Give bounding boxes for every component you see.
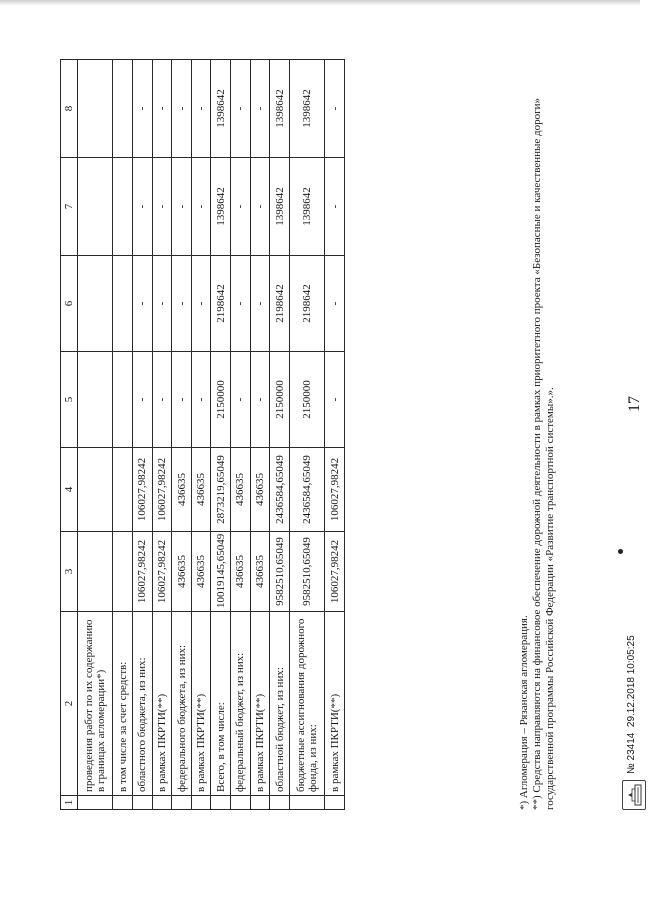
- row-label-cell: в рамках ПКРТИ(**): [152, 612, 172, 796]
- table-cell: -: [172, 256, 192, 352]
- scan-mark-icon: [617, 548, 624, 555]
- table-row: [172, 60, 192, 810]
- row-label-cell: Всего, в том числе:: [211, 612, 231, 796]
- table-cell: [191, 796, 211, 810]
- table-row: [250, 60, 270, 810]
- column-number-header: 7: [61, 158, 78, 256]
- table-cell: -: [250, 60, 270, 158]
- table-cell: -: [152, 256, 172, 352]
- stamp-number: № 23414: [626, 732, 637, 774]
- table-cell: -: [231, 60, 251, 158]
- row-label-cell: областного бюджета, из них:: [132, 612, 152, 796]
- table-cell: -: [250, 256, 270, 352]
- table-cell: [78, 256, 113, 352]
- table-cell: [78, 448, 113, 532]
- table-cell: [113, 60, 133, 158]
- table-cell: [78, 158, 113, 256]
- table-row: [78, 60, 113, 810]
- row-label-cell: в рамках ПКРТИ(**): [250, 612, 270, 796]
- table-cell: 106027,98242: [152, 532, 172, 612]
- row-label-cell: в рамках ПКРТИ(**): [325, 612, 345, 796]
- table-cell: [231, 796, 251, 810]
- table-cell: 2436584,65049: [289, 448, 324, 532]
- table-cell: -: [250, 352, 270, 448]
- table-cell: 1398642: [270, 158, 290, 256]
- row-label-cell: в том числе за счет средств:: [113, 612, 133, 796]
- table-cell: -: [231, 158, 251, 256]
- row-label-cell: бюджетные ассигнования дорожного фонда, из них:: [289, 612, 324, 796]
- row-label-cell: федеральный бюджет, из них:: [231, 612, 251, 796]
- table-cell: 2436584,65049: [270, 448, 290, 532]
- table-cell: 2198642: [289, 256, 324, 352]
- table-cell: [172, 796, 192, 810]
- row-label-cell: областной бюджет, из них:: [270, 612, 290, 796]
- table-cell: -: [172, 352, 192, 448]
- table-cell: -: [132, 256, 152, 352]
- column-number-header: 8: [61, 60, 78, 158]
- table-row: [289, 60, 324, 810]
- table-cell: 106027,98242: [132, 448, 152, 532]
- table-cell: [113, 532, 133, 612]
- table-cell: 106027,98242: [325, 448, 345, 532]
- table-cell: -: [191, 158, 211, 256]
- table-cell: 1398642: [289, 158, 324, 256]
- table-cell: 436635: [231, 532, 251, 612]
- table-cell: 1398642: [289, 60, 324, 158]
- table-cell: 106027,98242: [325, 532, 345, 612]
- table-cell: 2150000: [270, 352, 290, 448]
- row-label-cell: федерального бюджета, из них:: [172, 612, 192, 796]
- table-cell: -: [191, 60, 211, 158]
- table-cell: 2198642: [270, 256, 290, 352]
- budget-table: [60, 59, 345, 810]
- column-number-header: 2: [61, 612, 78, 796]
- table-row: [231, 60, 251, 810]
- table-header-row: [61, 60, 78, 810]
- budget-table-body: [61, 60, 345, 810]
- table-cell: 436635: [172, 532, 192, 612]
- table-cell: 10019145,65049: [211, 532, 231, 612]
- table-cell: 2198642: [211, 256, 231, 352]
- table-cell: 1398642: [270, 60, 290, 158]
- table-cell: 436635: [250, 448, 270, 532]
- scan-edge: [0, 0, 640, 6]
- table-row: [113, 60, 133, 810]
- table-row: [270, 60, 290, 810]
- table-cell: 9582510,65049: [289, 532, 324, 612]
- table-cell: -: [250, 158, 270, 256]
- table-cell: 106027,98242: [132, 532, 152, 612]
- table-cell: [132, 796, 152, 810]
- table-cell: 9582510,65049: [270, 532, 290, 612]
- table-cell: [152, 796, 172, 810]
- row-label-cell: в рамках ПКРТИ(**): [191, 612, 211, 796]
- table-cell: [113, 448, 133, 532]
- table-cell: -: [172, 60, 192, 158]
- table-cell: -: [152, 352, 172, 448]
- table-cell: [250, 796, 270, 810]
- table-cell: -: [152, 158, 172, 256]
- registration-stamp: [622, 390, 652, 810]
- table-cell: [78, 532, 113, 612]
- stamp-text: [625, 635, 639, 774]
- table-cell: [113, 796, 133, 810]
- row-label-cell: проведения работ по их содержанию в границах агломерации*): [78, 612, 113, 796]
- table-cell: [113, 352, 133, 448]
- table-cell: [78, 352, 113, 448]
- column-number-header: 3: [61, 532, 78, 612]
- table-cell: -: [325, 60, 345, 158]
- table-row: [191, 60, 211, 810]
- column-number-header: 4: [61, 448, 78, 532]
- table-cell: 436635: [191, 532, 211, 612]
- column-number-header: 5: [61, 352, 78, 448]
- column-number-header: 1: [61, 796, 78, 810]
- emblem-icon: [622, 780, 646, 810]
- table-cell: 106027,98242: [152, 448, 172, 532]
- table-cell: -: [191, 256, 211, 352]
- table-row: [325, 60, 345, 810]
- footnotes: [518, 60, 557, 810]
- table-cell: 2150000: [289, 352, 324, 448]
- table-cell: 436635: [250, 532, 270, 612]
- table-cell: [325, 796, 345, 810]
- table-cell: -: [172, 158, 192, 256]
- table-row: [211, 60, 231, 810]
- table-cell: -: [325, 352, 345, 448]
- page-number: 17: [626, 396, 643, 412]
- table-cell: -: [231, 352, 251, 448]
- table-cell: -: [132, 60, 152, 158]
- table-cell: 2150000: [211, 352, 231, 448]
- table-cell: [78, 60, 113, 158]
- table-cell: 436635: [172, 448, 192, 532]
- table-cell: -: [132, 158, 152, 256]
- table-cell: [211, 796, 231, 810]
- table-cell: -: [325, 158, 345, 256]
- table-cell: [78, 796, 113, 810]
- table-cell: -: [325, 256, 345, 352]
- table-cell: -: [231, 256, 251, 352]
- table-cell: -: [191, 352, 211, 448]
- stamp-datetime: 29.12.2018 10:05:25: [626, 635, 637, 728]
- table-cell: 2873219,65049: [211, 448, 231, 532]
- table-cell: [270, 796, 290, 810]
- footnote-2: **) Средства направляются на финансовое обеспечение дорожной деятельности в рамках приоритетного проекта «Безопасные и качественные дороги» государственной программы Российской Федерации «Развитие транспортной системы».».: [531, 98, 556, 810]
- table-cell: -: [132, 352, 152, 448]
- table-cell: [289, 796, 324, 810]
- table-cell: [113, 256, 133, 352]
- table-cell: [113, 158, 133, 256]
- table-cell: 436635: [231, 448, 251, 532]
- table-cell: 1398642: [211, 60, 231, 158]
- table-row: [132, 60, 152, 810]
- table-cell: -: [152, 60, 172, 158]
- column-number-header: 6: [61, 256, 78, 352]
- footnote-1: *) Агломерация – Рязанская агломерация.: [518, 615, 530, 810]
- table-row: [152, 60, 172, 810]
- table-cell: 1398642: [211, 158, 231, 256]
- table-cell: 436635: [191, 448, 211, 532]
